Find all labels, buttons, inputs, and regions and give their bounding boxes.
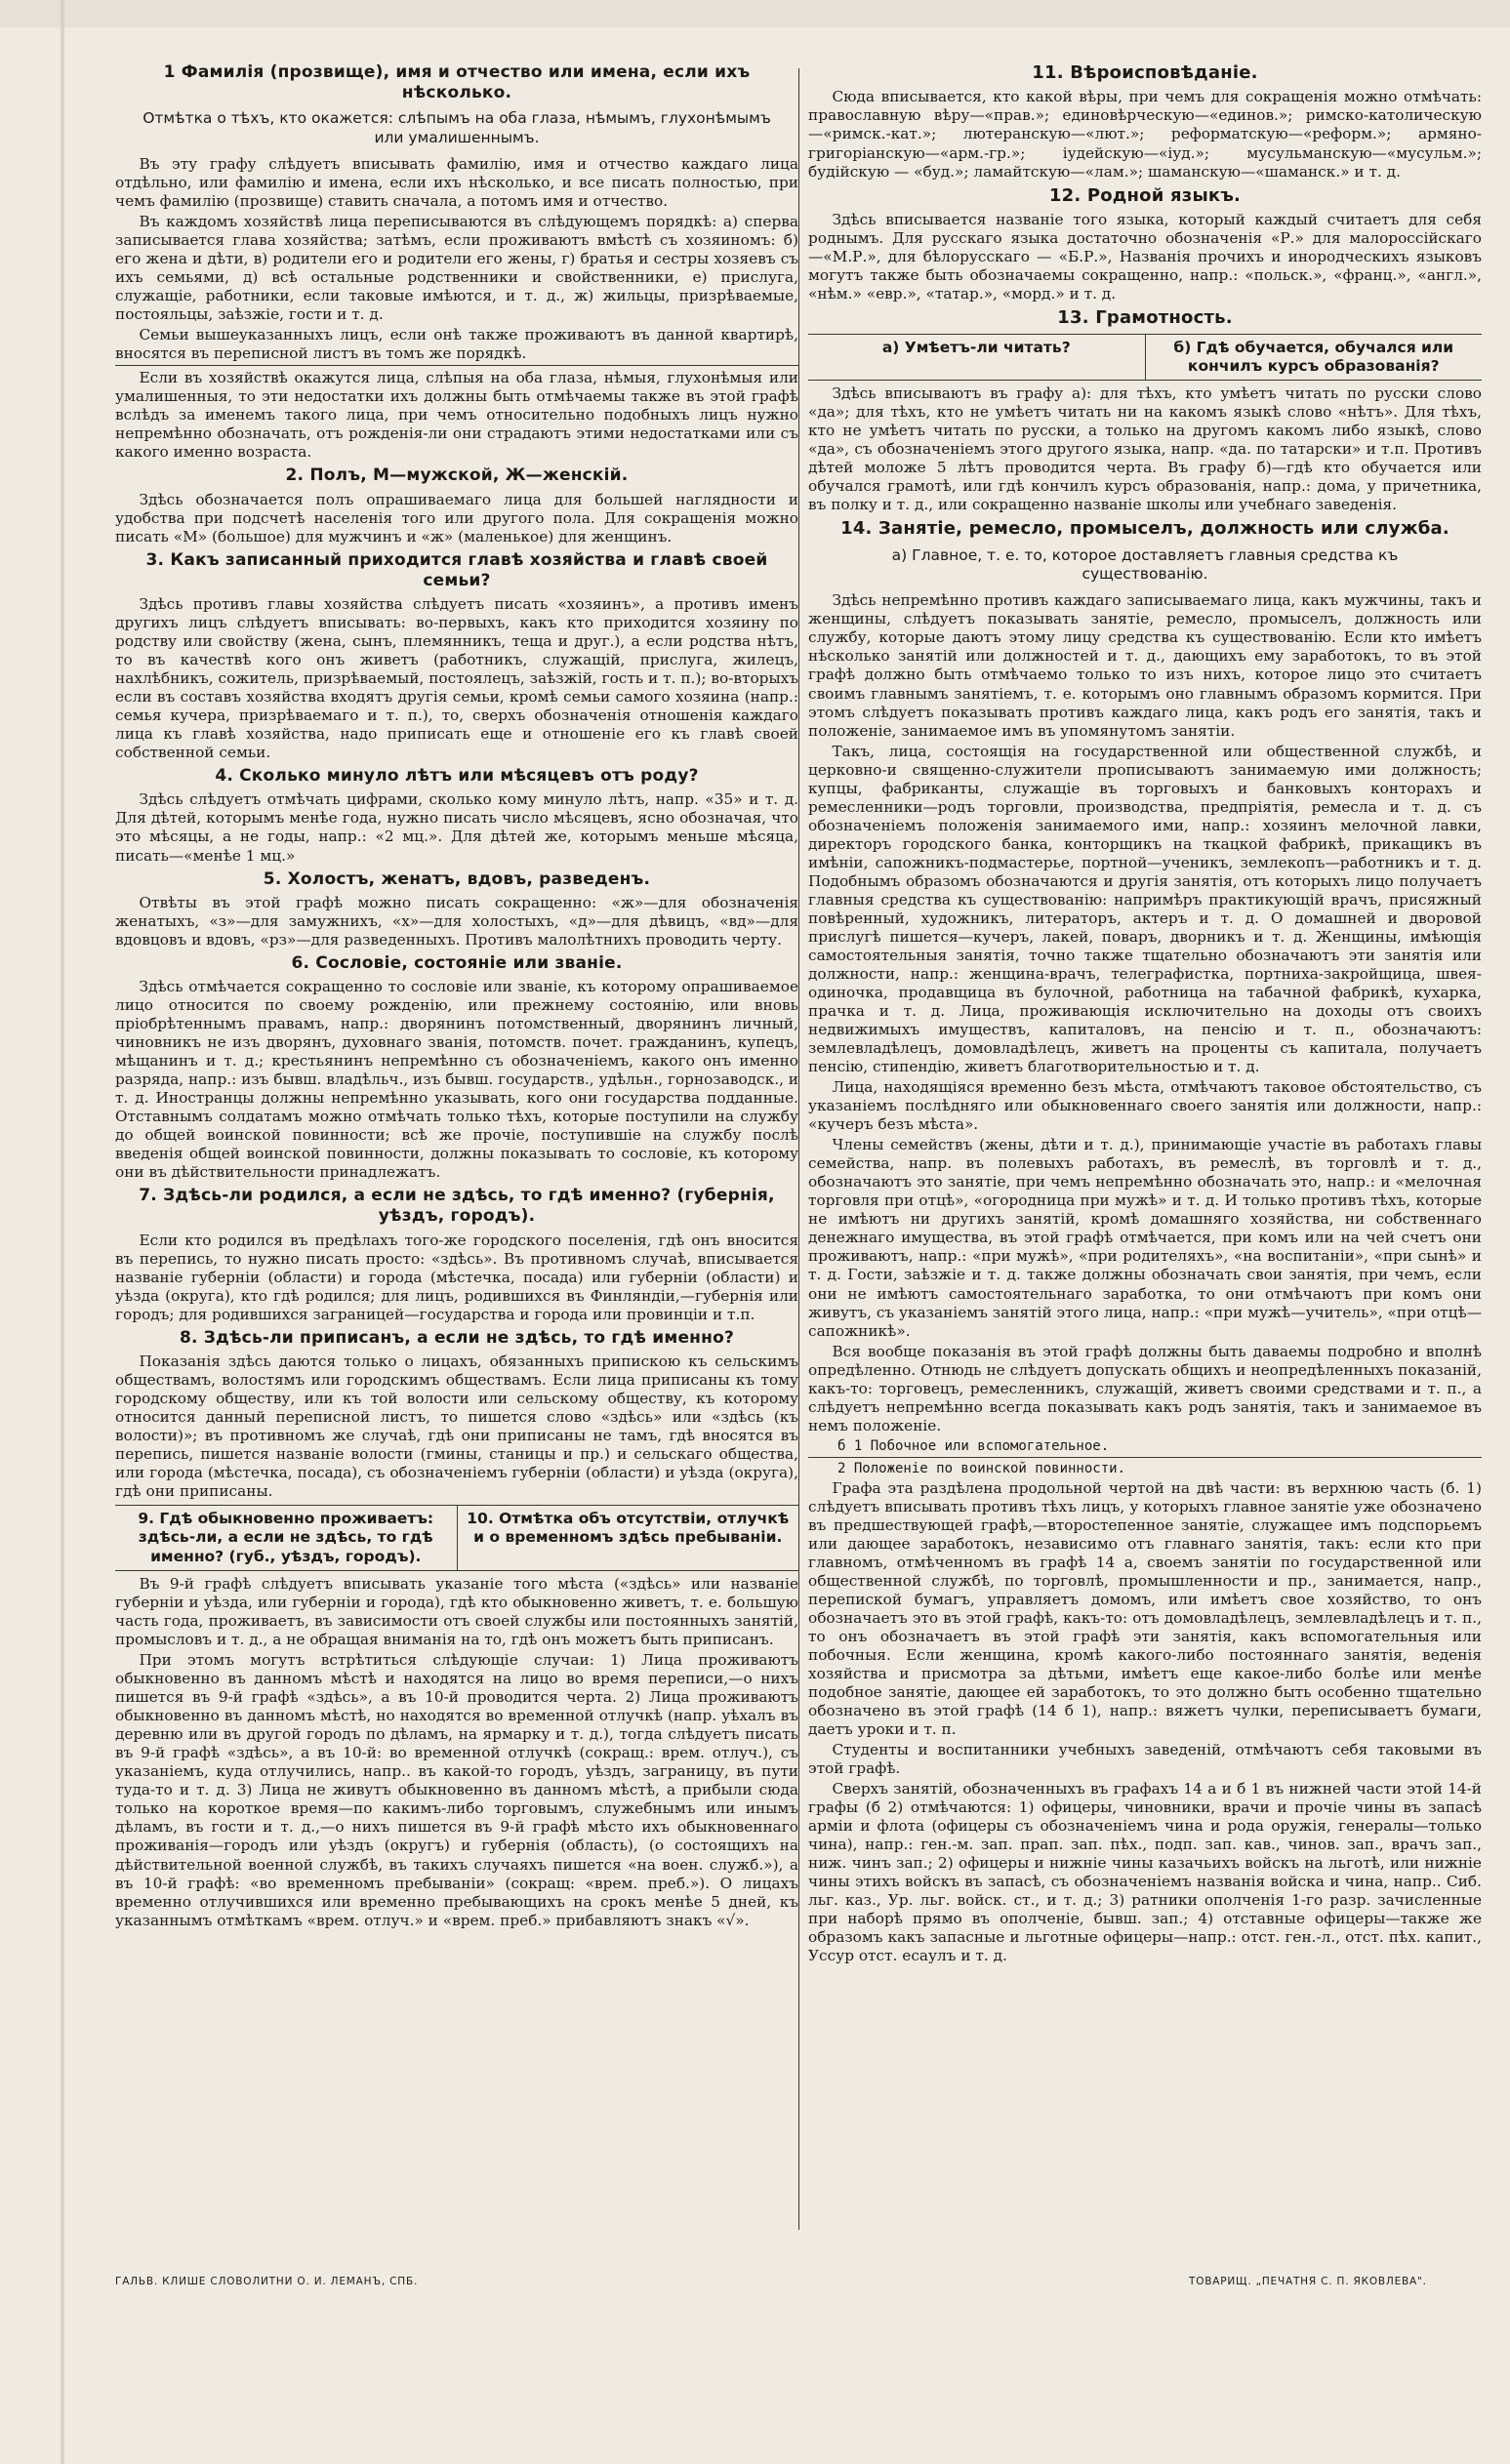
section-14-b1-label: б 1 Побочное или вспомогательное. bbox=[837, 1437, 1110, 1454]
section-1-subheading: Отмѣтка о тѣхъ, кто окажется: слѣпымъ на оба глаза, нѣмымъ, глухонѣмымъ или умалишеннымъ. bbox=[143, 109, 771, 146]
left-column bbox=[115, 59, 798, 1932]
column-divider bbox=[798, 68, 799, 2230]
paragraph: При этомъ могутъ встрѣтиться слѣдующіе случаи: 1) Лица проживаютъ обыкновенно въ данномъ мѣстѣ и находятся на лицо во время переписи,—о нихъ пишется въ 9-й графѣ «здѣсь», а въ 10-й проводится черта. 2) Лица проживаютъ обыкновенно въ данномъ мѣстѣ, но находятся во временной отлучкѣ (напр. уѣхалъ въ деревню или въ другой городъ по дѣламъ, на ярмарку и т. д.), тогда слѣдуетъ писать въ 9-й графѣ «здѣсь», а въ 10-й: во временной отлучкѣ (сокращ.: врем. отлуч.), съ указаніемъ, куда отлучились, напр.. въ какой-то городъ, уѣздъ, заграницу, въ пути туда-то и т. д. 3) Лица не живутъ обыкновенно въ данномъ мѣстѣ, а прибыли сюда только на короткое время—по какимъ-либо торговымъ, служебнымъ или инымъ дѣламъ, въ гости и т. д.,—о нихъ пишется въ 9-й графѣ мѣсто ихъ обыкновеннаго проживанія—городъ или уѣздъ (округъ) и губернія (область), (о состоящихъ на дѣйствительной военной службѣ, въ такихъ случаяхъ пишется «на воен. служб.»), а въ 10-й графѣ: «во временномъ пребываніи» (сокращ: «врем. преб.»). О лицахъ временно отлучившихся или временно пребывающихъ на срокъ менѣе 5 дней, къ указаннымъ отмѣткамъ «врем. отлуч.» и «врем. преб.» прибавляютъ знакъ «√». bbox=[115, 1651, 798, 1929]
paragraph: Здѣсь вписываютъ въ графу а): для тѣхъ, кто умѣетъ читать по русски слово «да»; для тѣхъ, кто не умѣетъ читать ни на какомъ языкѣ слово «нѣтъ». Для тѣхъ, кто не умѣетъ читать по русски, а только на другомъ какомъ либо языкѣ, слово «да», съ обозначеніемъ этого другого языка, напр. «да. по татарски» и т.п. Противъ дѣтей моложе 5 лѣтъ проводится черта. Въ графу б)—гдѣ кто обучается или обучался грамотѣ, или гдѣ кончилъ курсъ образованія, напр.: дома, у причетника, въ полку и т. д., или сокращенно названіе школы или учебнаго заведенія. bbox=[808, 384, 1482, 514]
section-6-heading: 6. Сословіе, состояніе или званіе. bbox=[291, 952, 623, 973]
section-8-heading: 8. Здѣсь-ли приписанъ, а если не здѣсь, то гдѣ именно? bbox=[179, 1327, 735, 1348]
section-14-heading: 14. Занятіе, ремесло, промыселъ, должность или служба. bbox=[840, 518, 1449, 540]
top-paper-strip bbox=[0, 0, 1510, 27]
printer-credit-left: ГАЛЬВ. КЛИШЕ СЛОВОЛИТНИ О. И. ЛЕМАНЪ, СПБ. bbox=[115, 2276, 419, 2287]
paragraph: Здѣсь обозначается полъ опрашиваемаго лица для большей наглядности и удобства при подсчетѣ населенія того или другого пола. Для сокращенія можно писать «М» (большое) для мужчинъ и «ж» (маленькое) для женщинъ. bbox=[115, 490, 798, 545]
section-10-heading: 10. Отмѣтка объ отсутствіи, отлучкѣ и о временномъ здѣсь пребываніи. bbox=[457, 1506, 799, 1570]
section-9-10-header-row bbox=[115, 1505, 798, 1571]
paragraph: Члены семействъ (жены, дѣти и т. д.), принимающіе участіе въ работахъ главы семейства, напр. въ полевыхъ работахъ, въ ремеслѣ, въ торговлѣ и т. д., обозначаютъ это занятіе, при чемъ непремѣнно обозначать это, напр.: и «мелочная торговля при отцѣ», «огородница при мужѣ» и т. д. И только противъ тѣхъ, которые не имѣютъ ни другихъ занятій, кромѣ домашняго хозяйства, ни собственнаго денежнаго имущества, въ этой графѣ отмѣчается, при комъ или на чей счетъ они проживаютъ, напр.: «при мужѣ», «при родителяхъ», «на воспитаніи», «при сынѣ» и т. д. Гости, заѣзжіе и т. д. также должны обозначать свои занятія, при чемъ, если они не имѣютъ самостоятельнаго заработка, то они отмѣчаютъ при комъ они живутъ, съ указаніемъ занятій этого лица, напр.: «при мужѣ—учитель», «при отцѣ—сапожникѣ». bbox=[808, 1136, 1482, 1340]
section-2-heading: 2. Полъ, М—мужской, Ж—женскій. bbox=[285, 465, 629, 486]
section-14-subheading: а) Главное, т. е. то, которое доставляетъ главныя средства къ существованію. bbox=[891, 545, 1399, 584]
paragraph: Здѣсь слѣдуетъ отмѣчать цифрами, сколько кому минуло лѣтъ, напр. «35» и т. д. Для дѣтей, которымъ менѣе года, нужно писать число мѣсяцевъ, ясно обозначая, что это мѣсяцы, а не годы, напр.: «2 мц.». Для дѣтей же, которымъ меньше мѣсяца, писать—«менѣе 1 мц.» bbox=[115, 790, 798, 865]
section-13-question-b: б) Гдѣ обучается, обучался или кончилъ курсъ образованія? bbox=[1145, 335, 1483, 381]
section-3-heading: 3. Какъ записанный приходится главѣ хозяйства и главѣ своей семьи? bbox=[145, 549, 768, 590]
section-12-heading: 12. Родной языкъ. bbox=[1048, 184, 1242, 206]
section-13-question-row bbox=[808, 334, 1482, 382]
paragraph: Здѣсь отмѣчается сокращенно то сословіе или званіе, къ которому опрашиваемое лицо относится по своему рожденію, или прежнему состоянію, или вновь пріобрѣтеннымъ правамъ, напр.: дворянинъ потомственный, дворянинъ личный, чиновникъ не изъ дворянъ, духовнаго званія, потомств. почет. гражданинъ, купецъ, мѣщанинъ и т. д.; крестьянинъ непремѣнно съ обозначеніемъ, какого онъ именно разряда, напр.: изъ бывш. владѣльч., изъ бывш. государств., удѣльн., горнозаводск., и т. д. Иностранцы должны непремѣнно указывать, кого они государства подданные. Отставнымъ солдатамъ можно отмѣчать только тѣхъ, которые поступили на службу до общей воинской повинности; всѣ же прочіе, поступившіе на службу послѣ введенія общей воинской повинности, должны показывать то сословіе, къ которому они въ дѣйствительности принадлежатъ. bbox=[115, 977, 798, 1182]
section-11-heading: 11. Вѣроисповѣданіе. bbox=[1032, 62, 1258, 83]
printer-credit-right: ТОВАРИЩ. „ПЕЧАТНЯ С. П. ЯКОВЛЕВА". bbox=[1189, 2276, 1427, 2287]
paragraph: Если въ хозяйствѣ окажутся лица, слѣпыя на оба глаза, нѣмыя, глухонѣмыя или умалишенныя, то эти недостатки ихъ должны быть отмѣчаемы также въ этой графѣ вслѣдъ за именемъ такого лица, при чемъ относительно подобныхъ лицъ нужно непремѣнно обозначать, отъ рожденія-ли они страдаютъ этими недостатками или съ какого именно возраста. bbox=[115, 369, 798, 462]
paragraph: Здѣсь противъ главы хозяйства слѣдуетъ писать «хозяинъ», а противъ именъ другихъ лицъ слѣдуетъ вписывать: во-первыхъ, какъ кто приходится хозяину по родству или свойству (жена, сынъ, племянникъ, теща и друг.), а если родства нѣтъ, то въ качествѣ кого онъ живетъ (работникъ, служащій, прислуга, жилецъ, нахлѣбникъ, сожитель, призрѣваемый, постоялецъ, заѣзжій, гость и т. п.); во-вторыхъ если въ составъ хозяйства входятъ другія семьи, кромѣ семьи самого хозяина (напр.: семья кучера, призрѣваемаго и т. п.), то, сверхъ обозначенія отношенія каждаго лица къ главѣ хозяйства, надо приписать еще и отношеніе его къ главѣ своей собственной семьи. bbox=[115, 594, 798, 762]
paragraph: Лица, находящіяся временно безъ мѣста, отмѣчаютъ таковое обстоятельство, съ указаніемъ послѣдняго или обыкновеннаго своего занятія или должности, напр.: «кучеръ безъ мѣста». bbox=[808, 1078, 1482, 1134]
paragraph: Вся вообще показанія въ этой графѣ должны быть даваемы подробно и вполнѣ опредѣленно. Отнюдь не слѣдуетъ допускать общихъ и неопредѣленныхъ показаній, какъ-то: торговецъ, ремесленникъ, служащій, живетъ своими средствами и т. п., а слѣдуетъ непремѣнно всегда показывать какъ родъ занятія, такъ и занимаемое въ немъ положеніе. bbox=[808, 1342, 1482, 1434]
section-5-heading: 5. Холостъ, женатъ, вдовъ, разведенъ. bbox=[263, 868, 651, 889]
section-9-heading: 9. Гдѣ обыкновенно проживаетъ: здѣсь-ли, а если не здѣсь, то гдѣ именно? (губ., уѣздъ, городъ). bbox=[138, 1510, 434, 1565]
paragraph: Семьи вышеуказанныхъ лицъ, если онѣ также проживаютъ въ данной квартирѣ, вносятся въ переписной листъ въ томъ же порядкѣ. bbox=[115, 326, 798, 363]
section-7-heading: 7. Здѣсь-ли родился, а если не здѣсь, то гдѣ именно? (губернія, уѣздъ, городъ). bbox=[139, 1186, 775, 1227]
paragraph: Такъ, лица, состоящія на государственной или общественной службѣ, и церковно-и священно-служители прописываютъ занимаемую ими должность; купцы, фабриканты, служащіе въ торговыхъ и банковыхъ конторахъ и ремесленники—родъ торговли, производства, предпріятія, ремесла и т. д. съ обозначеніемъ положенія занимаемого ими, напр.: хозяинъ мелочной лавки, директоръ городского банка, конторщикъ на ткацкой фабрикѣ, прикащикъ въ имѣніи, сапожникъ-подмастерье, портной—ученикъ, землекопъ—работникъ и т. д. Подобнымъ образомъ обозначаются и другія занятія, отъ которыхъ лицо получаетъ главныя средства къ существованію: напримѣръ практикующій врачъ, присяжный повѣренный, художникъ, литераторъ, актеръ и т. д. О домашней и дворовой прислугѣ пишется—кучеръ, лакей, поваръ, дворникъ и т. д. Женщины, имѣющія самостоятельныя занятія, точно также тщательно обозначаютъ эти занятія или должности, напр.: женщина-врачъ, телеграфистка, портниха-закройщица, швея-одиночка, продавщица въ булочной, работница на табачной фабрикѣ, кухарка, прачка и т. д. Лица, проживающія исключительно на доходы отъ своихъ недвижимыхъ имуществъ, капиталовъ, на пенсію и т. п., обозначаютъ: землевладѣлецъ, домовладѣлецъ, живетъ на проценты съ капитала, получаетъ пенсію, стипендію, живетъ благотворительностью и т. д. bbox=[808, 742, 1482, 1076]
paragraph: Сюда вписывается, кто какой вѣры, при чемъ для сокращенія можно отмѣчать: православную вѣру—«прав.»; единовѣрческую—«единов.»; римско-католическую—«римск.-кат.»; лютеранскую—«лют.»; реформатскую—«реформ.»; армяно-григоріанскую—«арм.-гр.»; іудейскую—«іуд.»; мусульманскую—«мусульм.»; будійскую — «буд.»; ламайтскую—«лам.»; шаманскую—«шаманск.» и т. д. bbox=[808, 88, 1482, 181]
paragraph: Графа эта раздѣлена продольной чертой на двѣ части: въ верхнюю часть (б. 1) слѣдуетъ вписывать противъ тѣхъ лицъ, у которыхъ главное занятіе уже обозначено въ предшествующей графѣ,—второстепенное занятіе, служащее имъ подспорьемъ или дающее заработокъ, независимо отъ главнаго занятія, такъ: если кто при главномъ, отмѣченномъ въ графѣ 14 а, своемъ занятіи по государственной или общественной службѣ, по торговлѣ, промышленности и пр., занимается, напр., перепиской бумагъ, управляетъ домомъ, или имѣетъ свое хозяйство, то онъ обозначаетъ это въ этой графѣ, какъ-то: отъ домовладѣлецъ, землевладѣлецъ и т. п., то онъ обозначаетъ въ этой графѣ эти занятія, какъ вспомогательныя или побочныя. Если женщина, кромѣ какого-либо постояннаго занятія, веденія хозяйства и присмотра за дѣтьми, имѣетъ еще какое-либо болѣе или менѣе подобное занятіе, дающее ей заработокъ, то это должно быть особенно тщательно обозначено въ этой графѣ (14 б 1), напр.: вяжетъ чулки, переписываетъ бумаги, даетъ уроки и т. п. bbox=[808, 1478, 1482, 1738]
paragraph: Сверхъ занятій, обозначенныхъ въ графахъ 14 а и б 1 въ нижней части этой 14-й графы (б 2) отмѣчаются: 1) офицеры, чиновники, врачи и прочіе чины въ запасѣ армiи и флота (офицеры съ обозначеніемъ чина и рода оружія, генералы—только чина), напр.: ген.-м. зап. прап. зап. пѣх., подп. зап. кав., чинов. зап., врачъ зап., ниж. чинъ зап.; 2) офицеры и нижніе чины казачьихъ войскъ на льготѣ, или нижніе чины этихъ войскъ въ запасѣ, съ обозначеніемъ названія войска и чина, напр.. Сиб. льг. каз., Ур. льг. войск. ст., и т. д.; 3) ратники ополченія 1-го разр. зачисленные при наборѣ прямо въ ополченіе, бывш. зап.; 4) отставные офицеры—также же образомъ какъ запасные и льготные офицеры—напр.: отст. ген.-л., отст. пѣх. капит., Уссур отст. есаулъ и т. д. bbox=[808, 1780, 1482, 1965]
section-13-heading: 13. Грамотность. bbox=[1057, 307, 1233, 329]
paragraph: Въ каждомъ хозяйствѣ лица переписываются въ слѣдующемъ порядкѣ: а) сперва записывается глава хозяйства; затѣмъ, если проживаютъ вмѣстѣ съ хозяиномъ: б) его жена и дѣти, в) родители его и родители его жены, г) братья и сестры хозяевъ съ ихъ семьями, д) всѣ остальные родственники и свойственники, е) прислуга, служащіе, работники, если таковые имѣются, и т. д., ж) жильцы, призрѣваемые, постояльцы, заѣзжіе, гости и т. д. bbox=[115, 213, 798, 324]
paragraph: Если кто родился въ предѣлахъ того-же городского поселенія, гдѣ онъ вносится въ перепись, то нужно писать просто: «здѣсь». Въ противномъ случаѣ, вписывается названіе губерніи (области) и города (мѣстечка, посада) или губерніи (области) и уѣзда (округа), кто гдѣ родился; для лицъ, родившихся въ Финляндіи,—губернія или городъ; для родившихся заграницей—государства и города или провинціи и т.п. bbox=[115, 1231, 798, 1323]
section-1-heading: 1 Фамилія (прозвище), имя и отчество или имена, если ихъ нѣсколько. bbox=[163, 62, 751, 103]
divider bbox=[115, 365, 798, 366]
paragraph: Здѣсь вписывается названіе того языка, который каждый считаетъ для себя роднымъ. Для русскаго языка достаточно обозначенія «Р.» для малороссійскаго—«М.Р.», для бѣлорусскаго — «Б.Р.», Названія прочихъ и инородческихъ языковъ могутъ также быть обозначаемы сокращенно, напр.: «польск.», «франц.», «англ.», «нѣм.» «евр.», «татар.», «морд.» и т. д. bbox=[808, 210, 1482, 303]
paragraph: Отвѣты въ этой графѣ можно писать сокращенно: «ж»—для обозначенія женатыхъ, «з»—для замужнихъ, «х»—для холостыхъ, «д»—для дѣвицъ, «вд»—для вдовцовъ и вдовъ, «рз»—для разведенныхъ. Противъ малолѣтнихъ проводить черту. bbox=[115, 893, 798, 949]
right-column bbox=[808, 59, 1482, 1967]
paragraph: Въ 9-й графѣ слѣдуетъ вписывать указаніе того мѣста («здѣсь» или названіе губерніи и уѣзда, или губерніи и города), гдѣ кто обыкновенно живетъ, т. е. большую часть года, проживаетъ, въ зависимости отъ своей службы или постоянныхъ занятій, промысловъ и т. д., а не обращая вниманія на то, гдѣ онъ можетъ быть приписанъ. bbox=[115, 1575, 798, 1649]
paragraph: Студенты и воспитанники учебныхъ заведеній, отмѣчаютъ себя таковыми въ этой графѣ. bbox=[808, 1741, 1482, 1778]
paper-fold bbox=[61, 0, 64, 2464]
paragraph: Въ эту графу слѣдуетъ вписывать фамилію, имя и отчество каждаго лица отдѣльно, или фамилію и имена, если ихъ нѣсколько, и все писать полностью, при чемъ фамилію (прозвище) ставить сначала, а потомъ имя и отчество. bbox=[115, 154, 798, 210]
divider bbox=[808, 1457, 1482, 1458]
section-4-heading: 4. Сколько минуло лѣтъ или мѣсяцевъ отъ роду? bbox=[215, 766, 699, 787]
section-14-b2-label: 2 Положеніе по воинской повинности. bbox=[837, 1461, 1126, 1477]
section-13-question-a: а) Умѣетъ-ли читать? bbox=[881, 338, 1071, 356]
paragraph: Здѣсь непремѣнно противъ каждаго записываемаго лица, какъ мужчины, такъ и женщины, слѣдуетъ показывать занятіе, ремесло, промыселъ, должность или службу, которые даютъ этому лицу средства къ существованію. Если кто имѣетъ нѣсколько занятій или должностей и т. д., дающихъ ему заработокъ, то въ этой графѣ должно быть отмѣчаемо только то изъ нихъ, которое лицо это считаетъ своимъ главнымъ занятіемъ, т. е. которымъ оно главнымъ образомъ кормится. При этомъ слѣдуетъ показывать противъ каждаго лица, какъ родъ его занятія, такъ и положеніе, занимаемое имъ въ упомянутомъ занятіи. bbox=[808, 591, 1482, 740]
paragraph: Показанія здѣсь даются только о лицахъ, обязанныхъ припискою къ сельскимъ обществамъ, волостямъ или городскимъ обществамъ. Если лица приписаны къ тому городскому обществу, или къ той волости или сельскому обществу, къ которому относится данный переписной листъ, то пишется слово «здѣсь» или «здѣсь (къ волости)»; въ противномъ же случаѣ, гдѣ они приписаны не тамъ, гдѣ вносятся въ перепись, пишется названіе волости (гмины, станицы и пр.) и сельскаго общества, или города (мѣстечка, посада), съ обозначеніемъ губерніи (области) и уѣзда (округа), гдѣ они приписаны. bbox=[115, 1352, 798, 1501]
